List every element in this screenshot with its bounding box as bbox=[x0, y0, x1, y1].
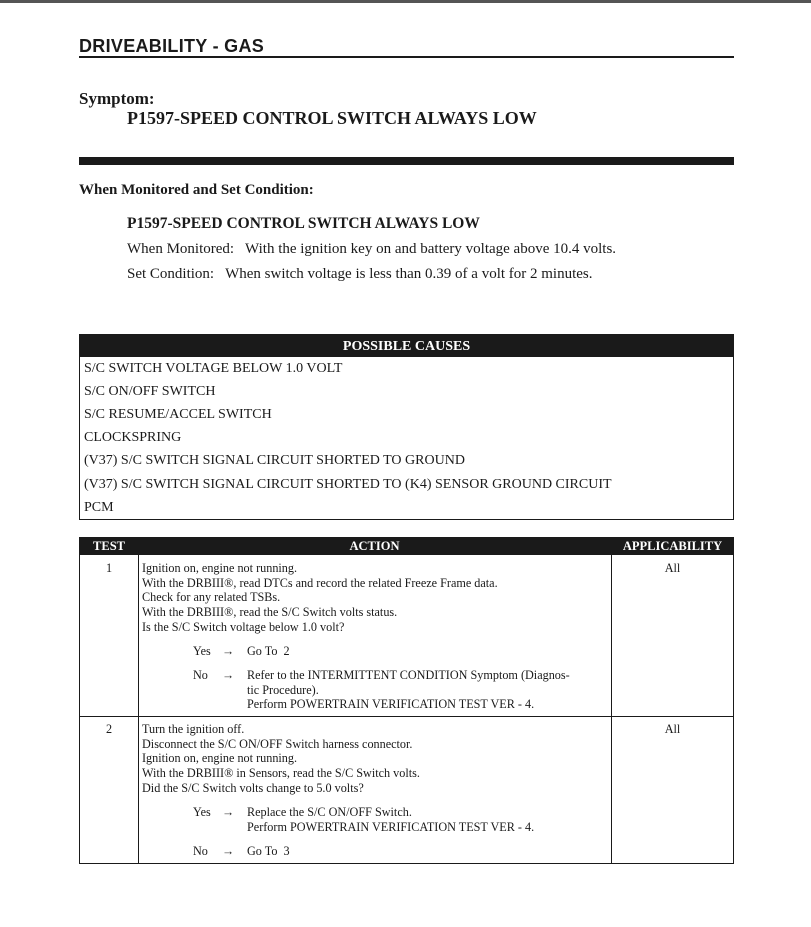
test-number: 2 bbox=[105, 722, 113, 736]
cause-item: S/C RESUME/ACCEL SWITCH bbox=[84, 407, 272, 422]
symptom-label: Symptom: bbox=[79, 89, 155, 108]
outcome-line: Refer to the INTERMITTENT CONDITION Symptom (Diagnos- bbox=[247, 668, 570, 682]
when-monitored-line bbox=[127, 241, 616, 258]
yes-label: Yes bbox=[193, 805, 211, 819]
action-line: Is the S/C Switch voltage below 1.0 volt? bbox=[142, 619, 345, 634]
possible-causes-box bbox=[79, 334, 734, 520]
applicability-value: All bbox=[664, 722, 681, 736]
action-line: With the DRBIII®, read the S/C Switch volts status. bbox=[142, 605, 398, 620]
action-line: Turn the ignition off. bbox=[142, 722, 245, 736]
cause-item: (V37) S/C SWITCH SIGNAL CIRCUIT SHORTED TO (K4) SENSOR GROUND CIRCUIT bbox=[84, 477, 612, 492]
arrow-icon: → bbox=[222, 644, 235, 658]
set-condition-line bbox=[127, 266, 593, 283]
no-outcome: Go To 3 bbox=[247, 844, 290, 858]
cause-item: CLOCKSPRING bbox=[84, 430, 182, 445]
header-test: TEST bbox=[93, 539, 125, 553]
column-divider bbox=[138, 555, 139, 863]
set-condition-text: When switch voltage is less than 0.39 of a volt for 2 minutes. bbox=[225, 266, 593, 282]
no-outcome bbox=[247, 668, 612, 712]
possible-causes-header: POSSIBLE CAUSES bbox=[80, 335, 733, 357]
when-monitored-text: With the ignition key on and battery voltage above 10.4 volts. bbox=[245, 241, 617, 257]
action-steps bbox=[142, 722, 607, 796]
no-label: No bbox=[193, 844, 208, 858]
outcome-line: Perform POWERTRAIN VERIFICATION TEST VER - 4. bbox=[247, 819, 535, 834]
header-action: ACTION bbox=[349, 539, 400, 553]
outcome-line: Perform POWERTRAIN VERIFICATION TEST VER - 4. bbox=[247, 697, 535, 712]
action-steps bbox=[142, 561, 607, 635]
action-line: Disconnect the S/C ON/OFF Switch harness connector. bbox=[142, 736, 413, 751]
section-divider bbox=[79, 157, 734, 165]
outcome-line: tic Procedure). bbox=[247, 682, 319, 697]
header-applicability: APPLICABILITY bbox=[622, 539, 723, 553]
cause-item: (V37) S/C SWITCH SIGNAL CIRCUIT SHORTED TO GROUND bbox=[84, 453, 465, 468]
action-line: With the DRBIII® in Sensors, read the S/C Switch volts. bbox=[142, 766, 420, 781]
symptom-title: P1597-SPEED CONTROL SWITCH ALWAYS LOW bbox=[127, 108, 537, 128]
action-line: Ignition on, engine not running. bbox=[142, 751, 298, 766]
yes-label: Yes bbox=[193, 644, 211, 658]
action-line: Did the S/C Switch volts change to 5.0 volts? bbox=[142, 780, 364, 795]
yes-outcome: Go To 2 bbox=[247, 644, 290, 658]
cause-item: S/C ON/OFF SWITCH bbox=[84, 384, 216, 399]
action-line: Check for any related TSBs. bbox=[142, 590, 281, 605]
row-divider bbox=[80, 716, 733, 717]
arrow-icon: → bbox=[222, 805, 235, 819]
arrow-icon: → bbox=[222, 844, 235, 858]
cause-item: S/C SWITCH VOLTAGE BELOW 1.0 VOLT bbox=[84, 361, 343, 376]
monitor-code: P1597-SPEED CONTROL SWITCH ALWAYS LOW bbox=[127, 215, 480, 232]
top-border bbox=[0, 0, 811, 3]
applicability-value: All bbox=[664, 561, 681, 575]
action-line: Ignition on, engine not running. bbox=[142, 561, 298, 575]
no-label: No bbox=[193, 668, 208, 682]
monitor-heading: When Monitored and Set Condition: bbox=[79, 182, 314, 198]
yes-outcome bbox=[247, 805, 612, 834]
action-line: With the DRBIII®, read DTCs and record the related Freeze Frame data. bbox=[142, 575, 498, 590]
table-header-row bbox=[80, 538, 733, 555]
test-number: 1 bbox=[105, 561, 113, 575]
when-monitored-label: When Monitored: bbox=[127, 241, 235, 257]
set-condition-label: Set Condition: bbox=[127, 266, 215, 282]
outcome-line: Replace the S/C ON/OFF Switch. bbox=[247, 805, 412, 819]
arrow-icon: → bbox=[222, 668, 235, 682]
test-table bbox=[79, 537, 734, 864]
cause-item: PCM bbox=[84, 500, 114, 515]
section-header: DRIVEABILITY - GAS bbox=[79, 36, 734, 58]
